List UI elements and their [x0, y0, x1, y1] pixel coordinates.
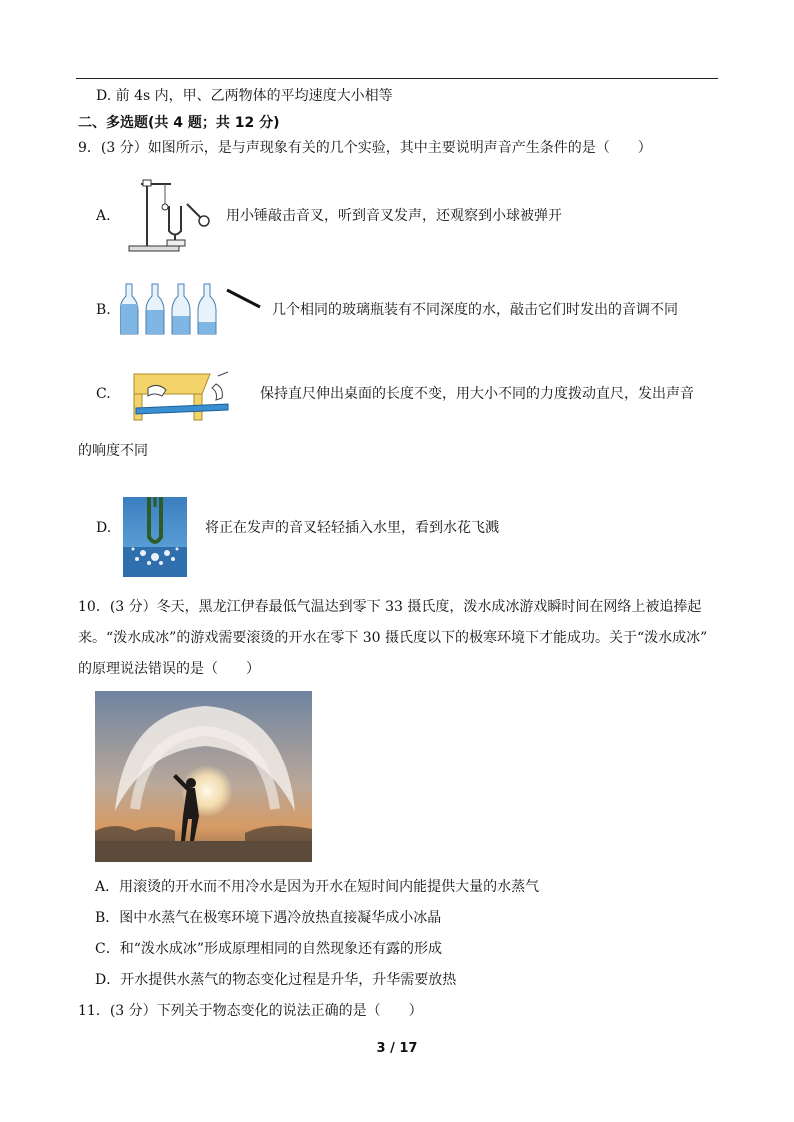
ruler-on-desk-figure — [130, 368, 238, 421]
q10-option-b: B．图中水蒸气在极寒环境下遇冷放热直接凝华成小冰晶 — [95, 910, 442, 926]
q10-stem-line-2: 来。“泼水成冰”的游戏需要滚烫的开水在零下 30 摄氏度以下的极寒环境下才能成功。关于“泼水成冰” — [78, 630, 708, 646]
q9-option-a-text: 用小锤敲击音叉，听到音叉发声，还观察到小球被弹开 — [226, 208, 562, 224]
q10-option-d: D．开水提供水蒸气的物态变化过程是升华，升华需要放热 — [95, 972, 457, 988]
q9-option-c-text-2: 的响度不同 — [78, 443, 148, 459]
q9-stem: 9．(3 分）如图所示，是与声现象有关的几个实验，其中主要说明声音产生条件的是（ ） — [78, 140, 652, 156]
q9-option-a-label: A. — [96, 208, 111, 224]
water-bottles-figure — [120, 280, 265, 338]
prev-option-d — [96, 87, 393, 105]
q10-option-c: C．和“泼水成冰”形成原理相同的自然现象还有露的形成 — [95, 941, 443, 957]
q9-option-b-label: B. — [96, 302, 111, 318]
header-rule — [76, 78, 718, 79]
q9-option-c-text-1: 保持直尺伸出桌面的长度不变，用大小不同的力度拨动直尺，发出声音 — [260, 386, 694, 402]
q10-option-a: A．用滚烫的开水而不用冷水是因为开水在短时间内能提供大量的水蒸气 — [95, 879, 540, 895]
tuning-fork-in-water-figure — [123, 497, 187, 577]
q9-option-c-label: C. — [96, 386, 111, 402]
q11-stem: 11．(3 分）下列关于物态变化的说法正确的是（ ） — [78, 1003, 423, 1019]
q9-option-b-text: 几个相同的玻璃瓶装有不同深度的水，敲击它们时发出的音调不同 — [272, 302, 678, 318]
q10-stem-line-1: 10．(3 分）冬天，黑龙江伊春最低气温达到零下 33 摄氏度，泼水成冰游戏瞬时间在网络上被追捧起 — [78, 599, 702, 615]
splash-water-ice-photo — [95, 691, 312, 862]
section-title: 二、多选题(共 4 题；共 12 分) — [78, 115, 280, 131]
option-text: 前 4s 内，甲、乙两物体的平均速度大小相等 — [115, 88, 393, 104]
page-number: 3 / 17 — [376, 1041, 418, 1056]
q9-option-d-label: D. — [96, 520, 112, 536]
tuning-fork-ball-figure — [125, 176, 215, 254]
q9-option-d-text: 将正在发声的音叉轻轻插入水里，看到水花飞溅 — [205, 520, 499, 536]
option-label: D. — [96, 88, 112, 104]
q10-stem-line-3: 的原理说法错误的是（ ） — [78, 661, 260, 677]
